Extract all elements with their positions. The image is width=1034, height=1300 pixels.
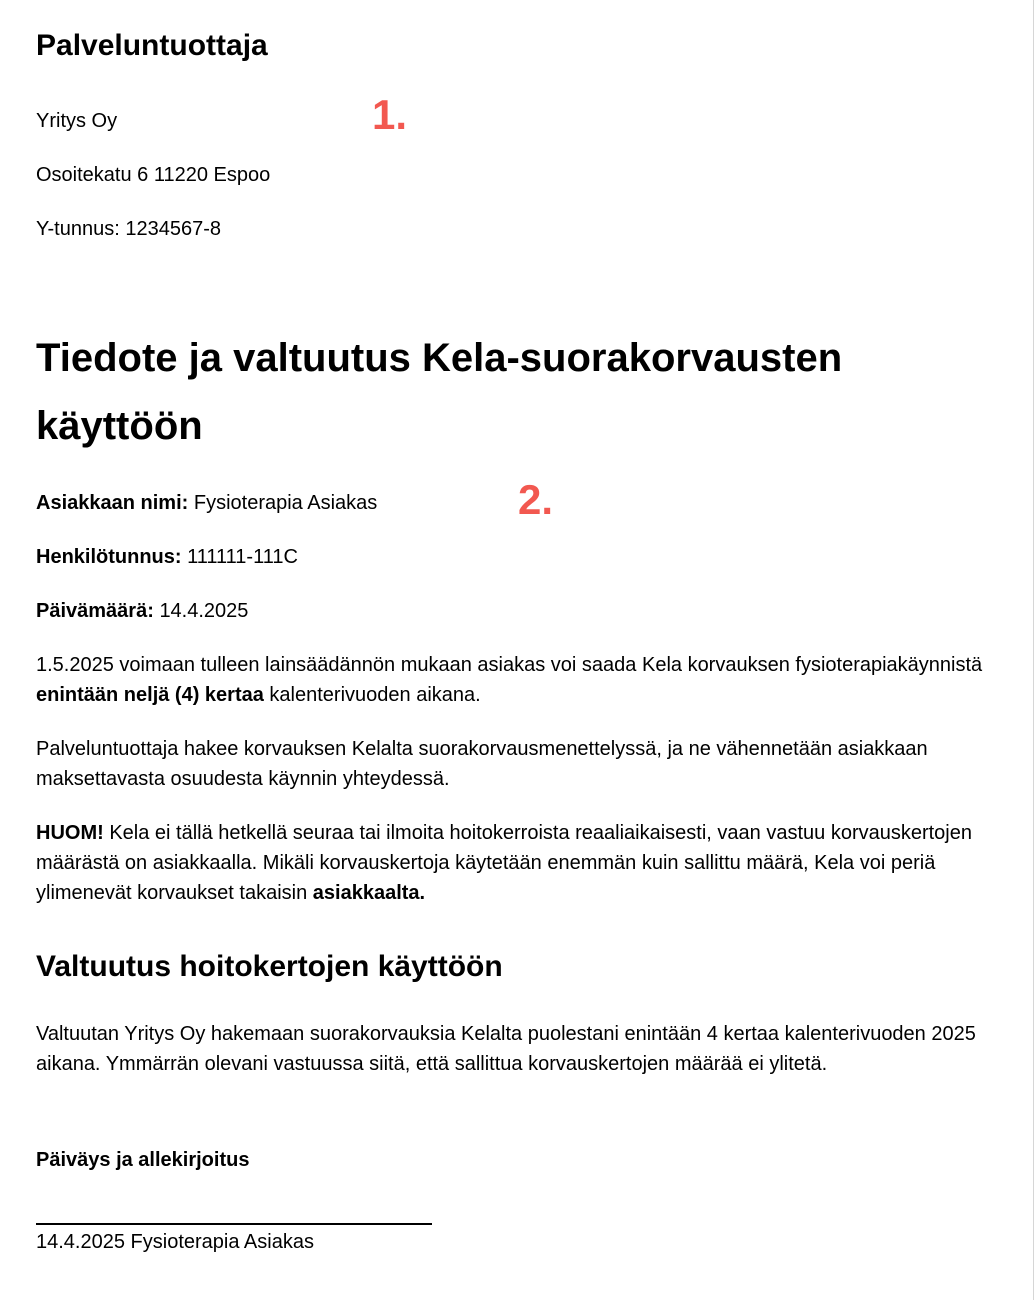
step-1-annotation: 1. (372, 91, 408, 138)
authorization-paragraph: Valtuutan Yritys Oy hakemaan suorakorvauksia Kelalta puolestani enintään 4 kertaa kalenterivuoden 2025 aikana. Ymmärrän olevani vastuussa siitä, että sallittua korvauskertojen määrää ei ylitetä. (36, 1023, 976, 1075)
personal-id-label: Henkilötunnus: (36, 546, 182, 568)
date-label: Päivämäärä: (36, 600, 154, 622)
provider-business-id: Y-tunnus: 1234567-8 (36, 218, 221, 240)
client-name-label: Asiakkaan nimi: (36, 492, 189, 514)
provider-section (36, 28, 1017, 244)
signature-value: 14.4.2025 Fysioterapia Asiakas (36, 1231, 314, 1253)
client-name-value: Fysioterapia Asiakas (193, 492, 378, 514)
date-value: 14.4.2025 (159, 600, 249, 622)
provider-name: Yritys Oy (36, 110, 118, 132)
document-title: Tiedote ja valtuutus Kela-suorakorvausten käyttöön (36, 336, 843, 448)
authorization-heading: Valtuutus hoitokertojen käyttöön (36, 950, 503, 983)
provider-address: Osoitekatu 6 11220 Espoo (36, 164, 271, 186)
signature-heading: Päiväys ja allekirjoitus (36, 1149, 250, 1171)
notice-paragraph-law: 1.5.2025 voimaan tulleen lainsäädännön mukaan asiakas voi saada Kela korvauksen fysioterapiakäynnistä enintään neljä (4) kertaa kalenterivuoden aikana. (36, 654, 983, 706)
signature-line (36, 1223, 432, 1225)
step-2-annotation: 2. (518, 476, 554, 523)
provider-heading: Palveluntuottaja (36, 29, 268, 62)
date-line (36, 596, 1017, 626)
notice-paragraph-warning: HUOM! Kela ei tällä hetkellä seuraa tai ilmoita hoitokerroista reaaliaikaisesti, vaan vastuu korvauskertojen määrästä on asiakkaalla. Mikäli korvauskertoja käytetään enemmän kuin sallittu määrä, Kela voi periä ylimenevät korvaukset takaisin asiakkaalta. (36, 822, 972, 904)
personal-id-line (36, 542, 1017, 572)
personal-id-value: 111111-111C (187, 546, 298, 568)
notice-paragraph-provider-claims: Palveluntuottaja hakee korvauksen Kelalta suorakorvausmenettelyssä, ja ne vähennetään asiakkaan maksettavasta osuudesta käynnin yhteydessä. (36, 738, 928, 790)
